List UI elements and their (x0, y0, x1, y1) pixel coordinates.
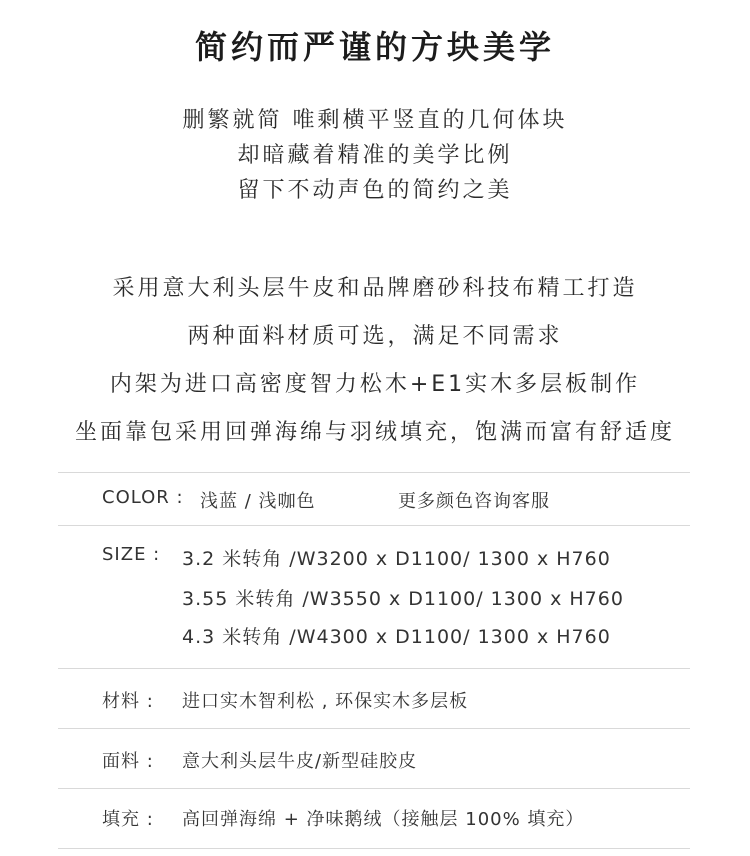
intro-line: 却暗藏着精准的美学比例 (237, 143, 513, 168)
fabric-label: 面料 : (102, 751, 154, 772)
description-line: 两种面料材质可选，满足不同需求 (187, 324, 563, 349)
spec-row-material (58, 668, 690, 728)
description-block (0, 265, 750, 457)
size-line: 4.3 米转角 /W4300 x D1100/ 1300 x H760 (182, 626, 611, 648)
page-title: 简约而严谨的方块美学 (194, 28, 555, 66)
spec-row-color (58, 472, 690, 525)
filling-label: 填充 : (102, 809, 154, 830)
description-line: 坐面靠包采用回弹海绵与羽绒填充，饱满而富有舒适度 (74, 420, 675, 445)
description-line: 采用意大利头层牛皮和品牌磨砂科技布精工打造 (112, 276, 638, 301)
color-extra-note: 更多颜色咨询客服 (398, 491, 550, 512)
spec-row-size (58, 525, 690, 668)
intro-line: 删繁就简 唯剩横平竖直的几何体块 (182, 108, 568, 133)
material-value: 进口实木智利松 , 环保实木多层板 (182, 691, 469, 712)
size-line: 3.2 米转角 /W3200 x D1100/ 1300 x H760 (182, 548, 611, 570)
fabric-value: 意大利头层牛皮/新型硅胶皮 (182, 751, 418, 772)
intro-block (0, 103, 750, 208)
spec-table (58, 472, 690, 849)
material-label: 材料 : (102, 691, 154, 712)
size-line: 3.55 米转角 /W3550 x D1100/ 1300 x H760 (182, 588, 624, 610)
spec-row-filling (58, 788, 690, 849)
description-line: 内架为进口高密度智力松木+E1实木多层板制作 (109, 372, 641, 397)
intro-line: 留下不动声色的简约之美 (237, 178, 513, 203)
spec-row-fabric (58, 728, 690, 788)
color-value: 浅蓝 / 浅咖色 (200, 491, 316, 512)
size-label: SIZE : (102, 544, 161, 565)
color-label: COLOR : (102, 487, 184, 508)
filling-value: 高回弹海绵 + 净味鹅绒（接触层 100% 填充） (182, 809, 585, 830)
